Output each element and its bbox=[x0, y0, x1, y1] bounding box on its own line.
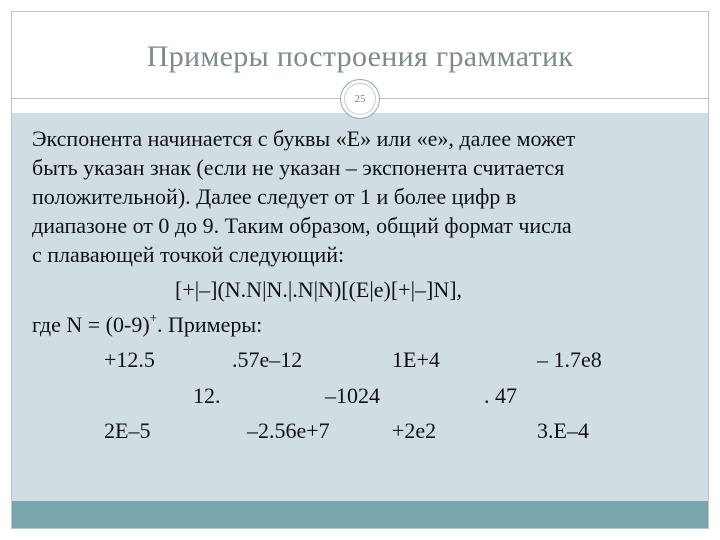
example-value: .57e–12 bbox=[232, 347, 303, 372]
example-value: 3.E–4 bbox=[537, 418, 589, 443]
slide-title: Примеры построения грамматик bbox=[146, 40, 574, 73]
example-value: –2.56e+7 bbox=[247, 418, 330, 443]
body-line: Экспонента начинается с буквы «E» или «e», далее может bbox=[32, 126, 576, 151]
example-value: – 1.7e8 bbox=[537, 347, 602, 372]
where-clause bbox=[32, 312, 262, 338]
example-value: +12.5 bbox=[104, 347, 155, 372]
where-superscript: + bbox=[149, 310, 158, 325]
body-paragraph bbox=[32, 124, 702, 269]
where-prefix: где N = (0-9) bbox=[32, 312, 150, 337]
example-value: +2e2 bbox=[392, 418, 437, 443]
example-value: 12. bbox=[193, 383, 221, 408]
body-line: быть указан знак (если не указан – экспонента считается bbox=[32, 155, 565, 180]
number-format: [+|–](N.N|N.|.N|N)[(E|e)[+|–]N], bbox=[175, 277, 463, 302]
body-line: диапазоне от 0 до 9. Таким образом, общий формат числа bbox=[32, 213, 572, 238]
where-suffix: . Примеры: bbox=[157, 312, 263, 337]
example-value: –1024 bbox=[325, 383, 380, 408]
bottom-accent-bar bbox=[12, 501, 708, 528]
example-value: 2E–5 bbox=[104, 418, 151, 443]
slide-number-badge bbox=[340, 79, 380, 119]
example-value: 1E+4 bbox=[392, 347, 440, 372]
body-line: положительной). Далее следует от 1 и более цифр в bbox=[32, 184, 517, 209]
slide-number: 25 bbox=[354, 93, 366, 105]
example-value: . 47 bbox=[484, 383, 517, 408]
body-line: с плавающей точкой следующий: bbox=[32, 242, 345, 267]
